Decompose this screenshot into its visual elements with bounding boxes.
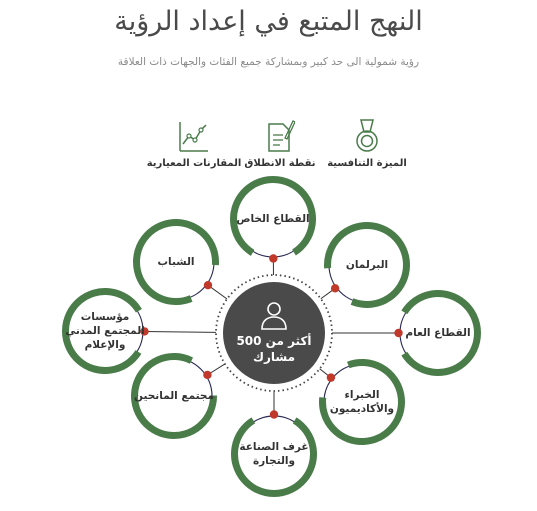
top-item-label: الميزة التنافسية	[327, 158, 407, 169]
node-label: الخبراء والأكاديميون	[329, 388, 395, 415]
top-item-label: المقارنات المعيارية	[146, 158, 242, 169]
node-youth	[136, 222, 216, 302]
top-item-label: نقطة الانطلاق	[244, 158, 316, 169]
node-donor-community	[134, 356, 214, 436]
node-label: الشباب	[157, 255, 195, 268]
person-icon	[259, 300, 289, 330]
node-private-sector	[233, 179, 313, 259]
node-label: مجتمع المانحين	[134, 389, 214, 402]
center-participants	[224, 283, 324, 383]
node-label: البرلمان	[345, 258, 389, 271]
node-label: مؤسسات المجتمع المدني والإعلام	[65, 310, 145, 352]
page-subtitle: رؤية شمولية الى حد كبير وبمشاركة جميع الفئات والجهات ذات العلاقة	[117, 56, 420, 68]
node-label: القطاع الخاص	[236, 212, 310, 225]
node-chambers-commerce	[234, 414, 314, 494]
node-public-sector	[398, 293, 478, 373]
node-label: غرف الصناعة والتجارة	[239, 440, 309, 467]
node-experts-academics	[322, 362, 402, 442]
connector-line	[143, 331, 216, 332]
page-title: النهج المتبع في إعداد الرؤية	[114, 6, 423, 37]
node-label: القطاع العام	[405, 326, 471, 339]
node-civil-society-media	[65, 291, 145, 371]
node-parliament	[327, 225, 407, 305]
center-label: أكثر من 500 مشارك	[236, 334, 312, 364]
